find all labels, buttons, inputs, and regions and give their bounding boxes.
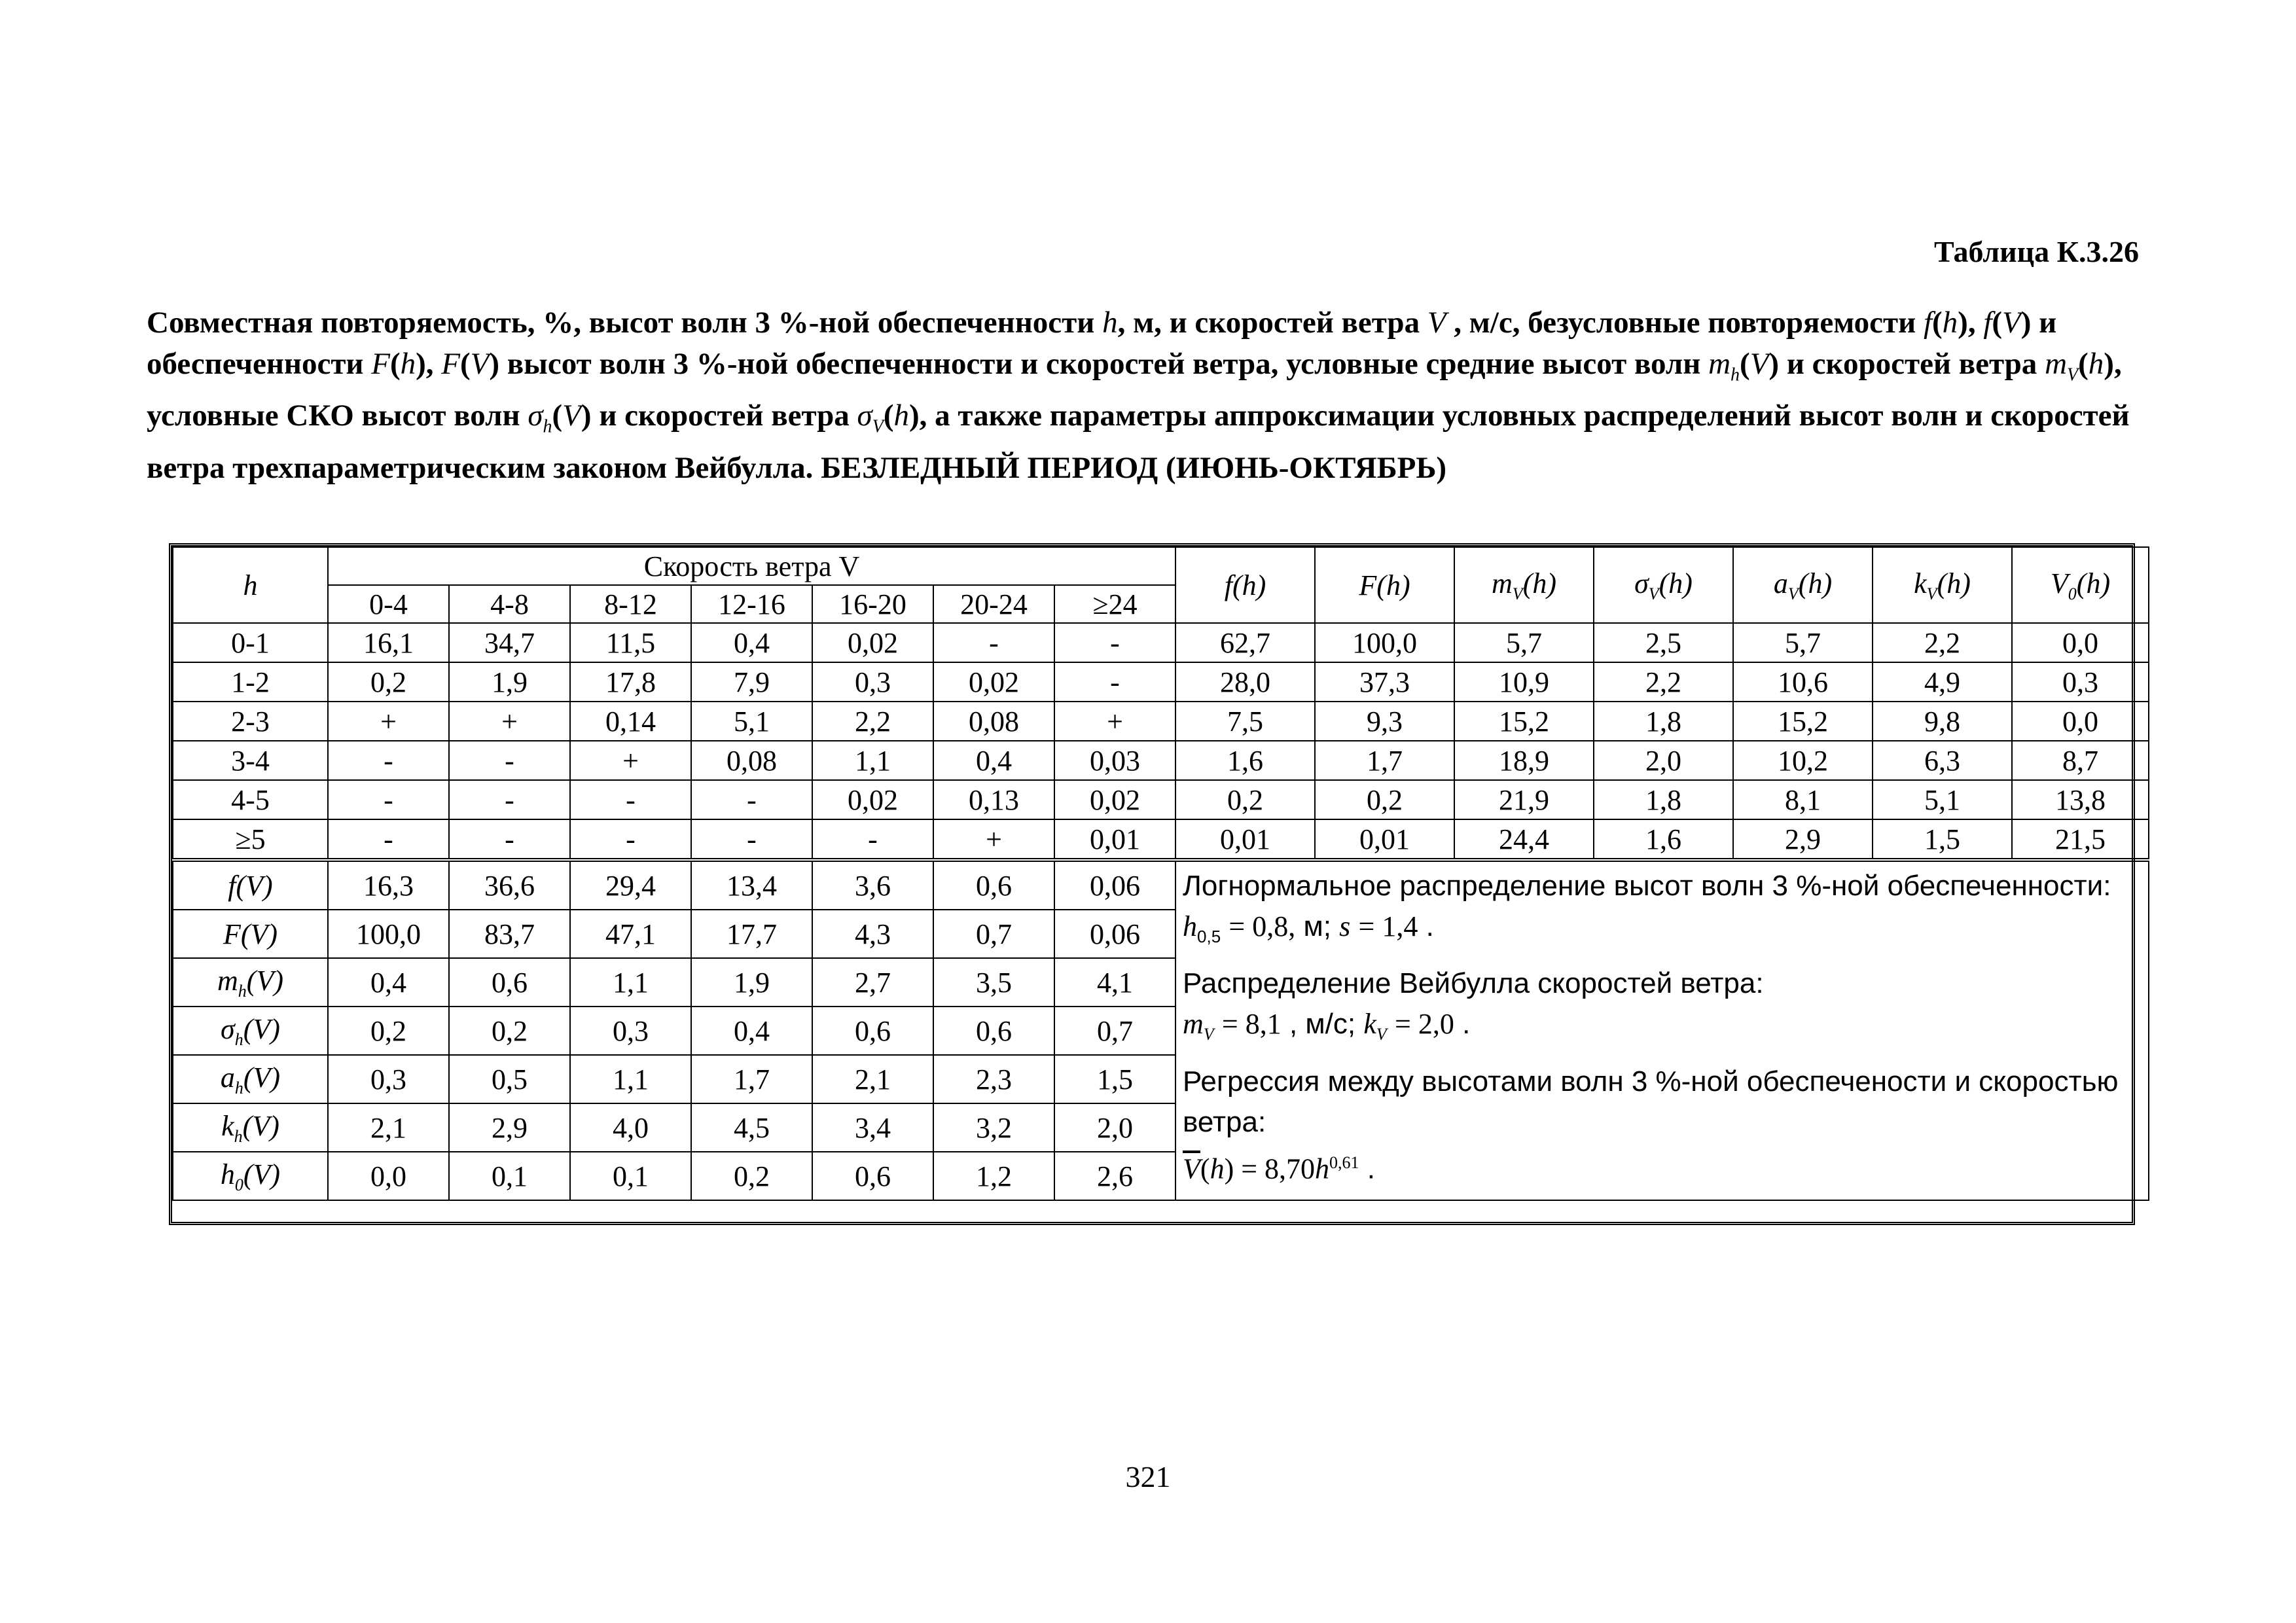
speed-bin: 12-16 — [691, 585, 812, 623]
header-f-h: f(h) — [1175, 547, 1315, 623]
table-cell: 21,9 — [1454, 780, 1594, 819]
table-cell: 7,9 — [691, 662, 812, 702]
table-cell: 0,06 — [1054, 860, 1175, 910]
table-cell: 17,8 — [570, 662, 691, 702]
data-table — [172, 546, 2149, 1201]
table-cell: 0,6 — [933, 860, 1054, 910]
table-cell: - — [328, 780, 449, 819]
table-cell: 5,1 — [691, 702, 812, 741]
stat-label-h0-V: $h_0(V)$ — [173, 1152, 328, 1200]
table-cell: 0,5 — [449, 1055, 570, 1103]
table-cell: - — [570, 819, 691, 860]
speed-bin: ≥24 — [1054, 585, 1175, 623]
table-cell: 0,1 — [570, 1152, 691, 1200]
table-cell: 1,1 — [570, 1055, 691, 1103]
notes-panel — [1175, 860, 2149, 1200]
table-cell: 0,13 — [933, 780, 1054, 819]
table-cell: 2,2 — [1594, 662, 1733, 702]
table-cell: 1,9 — [691, 958, 812, 1007]
table-cell: 0,0 — [328, 1152, 449, 1200]
table-cell: 0,4 — [691, 1007, 812, 1055]
speed-bin: 0-4 — [328, 585, 449, 623]
table-cell: 4,0 — [570, 1103, 691, 1152]
table-cell: 2,5 — [1594, 623, 1733, 662]
table-cell: 4,5 — [691, 1103, 812, 1152]
table-cell: 0,02 — [933, 662, 1054, 702]
table-cell: - — [933, 623, 1054, 662]
header-kV-h: $k_V(h)$ — [1873, 547, 2012, 623]
table-cell: 0,01 — [1054, 819, 1175, 860]
table-cell: 0,06 — [1054, 910, 1175, 958]
table-cell: 0,3 — [812, 662, 933, 702]
table-cell: 16,1 — [328, 623, 449, 662]
table-cell: 2,7 — [812, 958, 933, 1007]
table-cell: 1,1 — [570, 958, 691, 1007]
table-cell: 9,3 — [1315, 702, 1454, 741]
table-cell: 13,4 — [691, 860, 812, 910]
table-cell: 3,5 — [933, 958, 1054, 1007]
table-cell: 3,6 — [812, 860, 933, 910]
table-cell: 7,5 — [1175, 702, 1315, 741]
table-cell: 1,5 — [1054, 1055, 1175, 1103]
table-cell: 0,2 — [449, 1007, 570, 1055]
row-label: 2-3 — [173, 702, 328, 741]
table-cell: 8,7 — [2012, 741, 2149, 780]
table-cell: 2,3 — [933, 1055, 1054, 1103]
table-cell: 4,3 — [812, 910, 933, 958]
table-cell: 100,0 — [328, 910, 449, 958]
table-cell: + — [449, 702, 570, 741]
table-cell: 0,2 — [328, 662, 449, 702]
table-cell: 2,9 — [1733, 819, 1873, 860]
stat-label-f-V: f(V) — [173, 860, 328, 910]
table-cell: 10,9 — [1454, 662, 1594, 702]
table-cell: - — [570, 780, 691, 819]
table-cell: 1,7 — [691, 1055, 812, 1103]
table-cell: 0,2 — [1175, 780, 1315, 819]
table-cell: 0,1 — [449, 1152, 570, 1200]
table-row — [173, 741, 2149, 780]
row-label: ≥5 — [173, 819, 328, 860]
table-cell: 18,9 — [1454, 741, 1594, 780]
stat-label-F-V: F(V) — [173, 910, 328, 958]
header-mV-h: $m_V(h)$ — [1454, 547, 1594, 623]
table-cell: 21,5 — [2012, 819, 2149, 860]
table-cell: 1,2 — [933, 1152, 1054, 1200]
table-cell: 2,0 — [1594, 741, 1733, 780]
table-cell: 0,2 — [691, 1152, 812, 1200]
table-cell: 10,2 — [1733, 741, 1873, 780]
table-cell: + — [933, 819, 1054, 860]
table-cell: 3,2 — [933, 1103, 1054, 1152]
table-cell: + — [328, 702, 449, 741]
table-cell: 1,6 — [1594, 819, 1733, 860]
table-cell: - — [449, 819, 570, 860]
table-cell: 15,2 — [1454, 702, 1594, 741]
stat-label-kh-V: $k_h(V)$ — [173, 1103, 328, 1152]
table-cell: 2,1 — [328, 1103, 449, 1152]
table-cell: 83,7 — [449, 910, 570, 958]
table-cell: 0,01 — [1315, 819, 1454, 860]
header-V0-h: $V_0(h)$ — [2012, 547, 2149, 623]
table-cell: 0,02 — [812, 780, 933, 819]
table-cell: 0,14 — [570, 702, 691, 741]
table-cell: 36,6 — [449, 860, 570, 910]
table-cell: 11,5 — [570, 623, 691, 662]
table-cell: 24,4 — [1454, 819, 1594, 860]
table-cell: - — [328, 741, 449, 780]
table-cell: 4,1 — [1054, 958, 1175, 1007]
stat-label-sigmah-V: $\sigma_h(V)$ — [173, 1007, 328, 1055]
table-cell: 0,4 — [933, 741, 1054, 780]
table-cell: - — [691, 819, 812, 860]
table-number: Таблица К.3.26 — [1933, 235, 2139, 268]
table-cell: 0,6 — [812, 1007, 933, 1055]
row-label: 1-2 — [173, 662, 328, 702]
table-cell: 0,2 — [328, 1007, 449, 1055]
table-cell: - — [1054, 623, 1175, 662]
table-cell: 2,6 — [1054, 1152, 1175, 1200]
table-cell: 100,0 — [1315, 623, 1454, 662]
table-cell: 13,8 — [2012, 780, 2149, 819]
table-row — [173, 662, 2149, 702]
table-cell: + — [1054, 702, 1175, 741]
table-cell: + — [570, 741, 691, 780]
table-cell: 2,9 — [449, 1103, 570, 1152]
table-cell: 0,7 — [933, 910, 1054, 958]
table-cell: 1,8 — [1594, 780, 1733, 819]
table-cell: 0,6 — [449, 958, 570, 1007]
table-cell: 3,4 — [812, 1103, 933, 1152]
stats-row — [173, 860, 2149, 910]
regression-note: Регрессия между высотами волн 3 %-ной обеспеченоcти и скоростью ветра: $\overline{V}(h) = 8,70h^{0,61}$ . — [1183, 1065, 2119, 1185]
table-cell: 2,2 — [812, 702, 933, 741]
header-speed: Скорость ветра V — [328, 547, 1175, 585]
table-cell: 37,3 — [1315, 662, 1454, 702]
table-cell: - — [449, 780, 570, 819]
table-cell: 15,2 — [1733, 702, 1873, 741]
table-cell: 0,01 — [1175, 819, 1315, 860]
header-F-h: F(h) — [1315, 547, 1454, 623]
table-cell: 0,3 — [2012, 662, 2149, 702]
table-cell: 0,08 — [691, 741, 812, 780]
table-cell: - — [812, 819, 933, 860]
table-row — [173, 780, 2149, 819]
table-cell: 1,6 — [1175, 741, 1315, 780]
table-cell: 0,08 — [933, 702, 1054, 741]
table-cell: 0,6 — [812, 1152, 933, 1200]
table-cell: 5,7 — [1733, 623, 1873, 662]
table-cell: 34,7 — [449, 623, 570, 662]
table-row — [173, 819, 2149, 860]
table-cell: - — [449, 741, 570, 780]
row-label: 3-4 — [173, 741, 328, 780]
table-cell: 28,0 — [1175, 662, 1315, 702]
table-cell: 1,9 — [449, 662, 570, 702]
table-cell: 0,0 — [2012, 702, 2149, 741]
table-cell: 16,3 — [328, 860, 449, 910]
table-cell: 0,02 — [812, 623, 933, 662]
table-cell: 0,4 — [328, 958, 449, 1007]
table-cell: 0,0 — [2012, 623, 2149, 662]
header-aV-h: $a_V(h)$ — [1733, 547, 1873, 623]
table-cell: 0,3 — [328, 1055, 449, 1103]
table-cell: 29,4 — [570, 860, 691, 910]
header-sigmaV-h: $\sigma_V(h)$ — [1594, 547, 1733, 623]
table-cell: 0,6 — [933, 1007, 1054, 1055]
table-cell: 2,2 — [1873, 623, 2012, 662]
row-label: 4-5 — [173, 780, 328, 819]
table-cell: - — [1054, 662, 1175, 702]
table-cell: 0,2 — [1315, 780, 1454, 819]
table-cell: 2,0 — [1054, 1103, 1175, 1152]
table-cell: 8,1 — [1733, 780, 1873, 819]
row-label: 0-1 — [173, 623, 328, 662]
table-cell: 5,7 — [1454, 623, 1594, 662]
lognormal-note: Логнормальное распределение высот волн 3 %-ной обеспеченности: $h_{0,5} = 0,8$, м; s = 1,4 . — [1183, 870, 2111, 946]
table-cell: 0,03 — [1054, 741, 1175, 780]
table-cell: 10,6 — [1733, 662, 1873, 702]
speed-bin: 16-20 — [812, 585, 933, 623]
header-h: h — [173, 547, 328, 623]
table-cell: 1,7 — [1315, 741, 1454, 780]
speed-bin: 20-24 — [933, 585, 1054, 623]
table-cell: 47,1 — [570, 910, 691, 958]
table-cell: 5,1 — [1873, 780, 2012, 819]
table-cell: 0,02 — [1054, 780, 1175, 819]
table-cell: 0,3 — [570, 1007, 691, 1055]
table-cell: 1,1 — [812, 741, 933, 780]
table-cell: 0,7 — [1054, 1007, 1175, 1055]
table-cell: - — [328, 819, 449, 860]
speed-bin: 8-12 — [570, 585, 691, 623]
page-number: 321 — [1125, 1460, 1171, 1493]
table-cell: 62,7 — [1175, 623, 1315, 662]
table-cell: 1,5 — [1873, 819, 2012, 860]
table-cell: 0,4 — [691, 623, 812, 662]
table-caption: Совместная повторяемость, %, высот волн 3 %-ной обеспеченности h, м, и скоростей ветра V , м/с, безусловные повторяемости f(h), f(V) и обеспеченности F(h), F(V) высот волн 3 %-ной обеспеченности и скоростей ветра, условные средние высот волн $m_h(V)$ и скоростей ветра $m_V(h)$, условные СКО высот волн $\sigma_h(V)$ и скоростей ветра $\sigma_V(h)$, а также параметры аппроксимации условных распределений высот волн и скоростей ветра трехпараметрическим законом Вейбулла. БЕЗЛЕДНЫЙ ПЕРИОД (ИЮНЬ-ОКТЯБРЬ) — [147, 306, 2130, 485]
stat-label-ah-V: $a_h(V)$ — [173, 1055, 328, 1103]
table-cell: 17,7 — [691, 910, 812, 958]
speed-bin: 4-8 — [449, 585, 570, 623]
table-cell: 2,1 — [812, 1055, 933, 1103]
table-cell: 6,3 — [1873, 741, 2012, 780]
table-cell: 9,8 — [1873, 702, 2012, 741]
table-cell: 1,8 — [1594, 702, 1733, 741]
weibull-note: Распределение Вейбулла скоростей ветра: $m_V = 8,1$ , м/с; $k_V = 2,0$ . — [1183, 967, 1764, 1044]
table-cell: - — [691, 780, 812, 819]
table-row — [173, 702, 2149, 741]
table-cell: 4,9 — [1873, 662, 2012, 702]
table-row — [173, 623, 2149, 662]
stat-label-mh-V: $m_h(V)$ — [173, 958, 328, 1007]
